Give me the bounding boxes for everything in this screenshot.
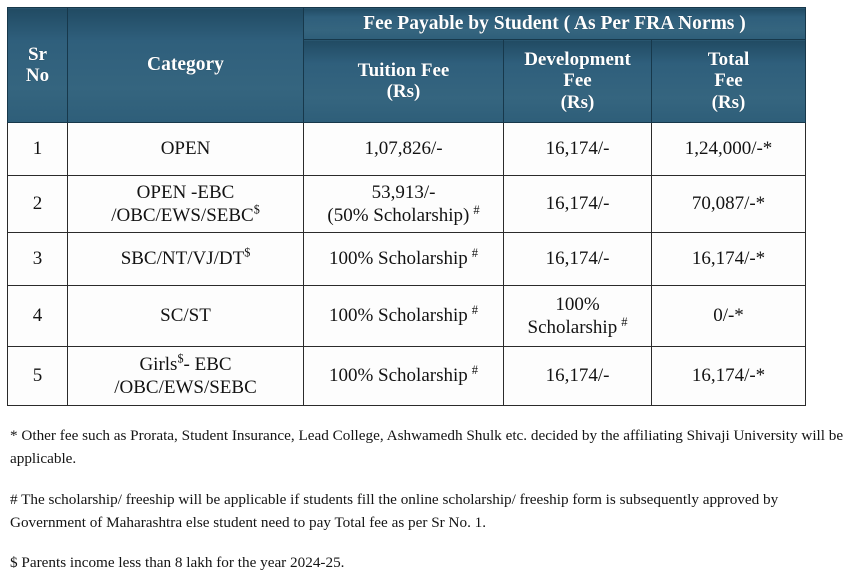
cell-development-fee [504, 176, 652, 233]
column-group-header-fee-payable: Fee Payable by Student ( As Per FRA Norms ) [304, 8, 806, 40]
category-line-1-wrap [68, 247, 303, 270]
tuition-line-1-wrap [304, 247, 503, 270]
category-superscript-dollar: $ [244, 246, 251, 261]
cell-category [68, 176, 304, 233]
tuition-fee-unit: (Rs) [386, 81, 421, 102]
development-line-1: 16,174/- [545, 193, 610, 215]
cell-sr-no: 4 [8, 286, 68, 347]
cell-development-fee [504, 233, 652, 286]
development-fee-unit: (Rs) [560, 91, 595, 113]
column-header-total-fee [652, 40, 806, 123]
table-row [8, 347, 806, 406]
tuition-line-1: 53,913/- [371, 181, 436, 203]
cell-sr-no: 5 [8, 347, 68, 406]
cell-category [68, 347, 304, 406]
category-superscript-dollar: $ [177, 351, 184, 366]
cell-tuition-fee [304, 233, 504, 286]
development-line-2: Scholarship [527, 317, 618, 338]
category-line-1: Girls [139, 353, 178, 375]
cell-category [68, 233, 304, 286]
category-line-1: OPEN -EBC [136, 181, 235, 203]
table-header [8, 8, 806, 123]
table-row [8, 123, 806, 176]
tuition-line-2-wrap [304, 204, 503, 227]
total-fee-label-1: Total [707, 49, 750, 71]
cell-development-fee [504, 286, 652, 347]
cell-total-fee: 70,087/-* [652, 176, 806, 233]
tuition-line-2: (50% Scholarship) [327, 205, 470, 226]
category-text-line-1 [68, 137, 303, 160]
column-header-development-fee [504, 40, 652, 123]
cell-tuition-fee [304, 123, 504, 176]
category-line-2: /OBC/EWS/SEBC [111, 205, 254, 226]
tuition-superscript-hash: # [471, 246, 479, 261]
footnote-dollar: $ Parents income less than 8 lakh for the year 2024-25. [10, 554, 345, 572]
development-line-1: 100% [555, 293, 600, 315]
category-line-1-wrap [68, 353, 303, 376]
table-row [8, 286, 806, 347]
cell-sr-no: 3 [8, 233, 68, 286]
category-line-1: SC/ST [160, 305, 211, 327]
cell-sr-no: 2 [8, 176, 68, 233]
total-fee-label-2: Fee [714, 70, 743, 92]
column-header-category: Category [68, 8, 304, 123]
category-line-2: /OBC/EWS/SEBC [114, 377, 257, 398]
tuition-line-1: 100% Scholarship [328, 365, 468, 387]
total-fee-unit: (Rs) [711, 91, 746, 113]
fee-table-container [7, 7, 805, 406]
development-fee-label-1: Development [524, 49, 631, 71]
development-line-1: 16,174/- [545, 138, 610, 160]
tuition-superscript-hash: # [473, 202, 480, 217]
cell-total-fee: 0/-* [652, 286, 806, 347]
cell-category [68, 286, 304, 347]
cell-total-fee: 16,174/-* [652, 233, 806, 286]
cell-tuition-fee [304, 286, 504, 347]
table-row [8, 233, 806, 286]
tuition-superscript-hash: # [471, 303, 479, 318]
category-line-1-suffix: - EBC [183, 353, 232, 375]
footnote-hash: # The scholarship/ freeship will be applicable if students fill the online scholarship/ freeship form is subsequently approved by Government of Maharashtra else student need to pay Total fee as per Sr No. 1. [10, 491, 779, 532]
development-fee-label-2: Fee [563, 70, 592, 92]
table-body [8, 123, 806, 406]
fee-payable-table [7, 7, 806, 406]
cell-category [68, 123, 304, 176]
category-line-2-wrap [68, 204, 303, 227]
development-line-1: 16,174/- [545, 365, 610, 387]
column-header-tuition-fee [304, 40, 504, 123]
cell-sr-no: 1 [8, 123, 68, 176]
tuition-line-1-wrap [304, 364, 503, 387]
cell-tuition-fee [304, 176, 504, 233]
column-header-sr-no [8, 8, 68, 123]
tuition-line-1: 1,07,826/- [364, 138, 443, 160]
cell-total-fee: 1,24,000/-* [652, 123, 806, 176]
development-superscript-hash: # [621, 314, 628, 329]
tuition-superscript-hash: # [471, 363, 479, 378]
sr-no-line-2: No [25, 65, 50, 86]
category-line-1: SBC/NT/VJ/DT [120, 248, 245, 270]
sr-no-line-1: Sr [28, 43, 47, 65]
development-line-1: 16,174/- [545, 248, 610, 270]
tuition-line-1-wrap [304, 304, 503, 327]
tuition-fee-label: Tuition Fee [357, 59, 450, 81]
cell-development-fee [504, 347, 652, 406]
cell-total-fee: 16,174/-* [652, 347, 806, 406]
table-row [8, 176, 806, 233]
development-line-2-wrap [504, 316, 651, 339]
category-superscript-dollar: $ [253, 202, 260, 217]
cell-development-fee [504, 123, 652, 176]
tuition-line-1: 100% Scholarship [328, 248, 468, 270]
cell-tuition-fee [304, 347, 504, 406]
footnotes [10, 424, 856, 574]
footnote-asterisk: * Other fee such as Prorata, Student Insurance, Lead College, Ashwamedh Shulk etc. decided by the affiliating Shivaji University will be applicable. [10, 427, 844, 468]
tuition-line-1: 100% Scholarship [328, 305, 468, 327]
header-row-top [8, 8, 806, 40]
category-line-1-main: OPEN [160, 138, 211, 160]
